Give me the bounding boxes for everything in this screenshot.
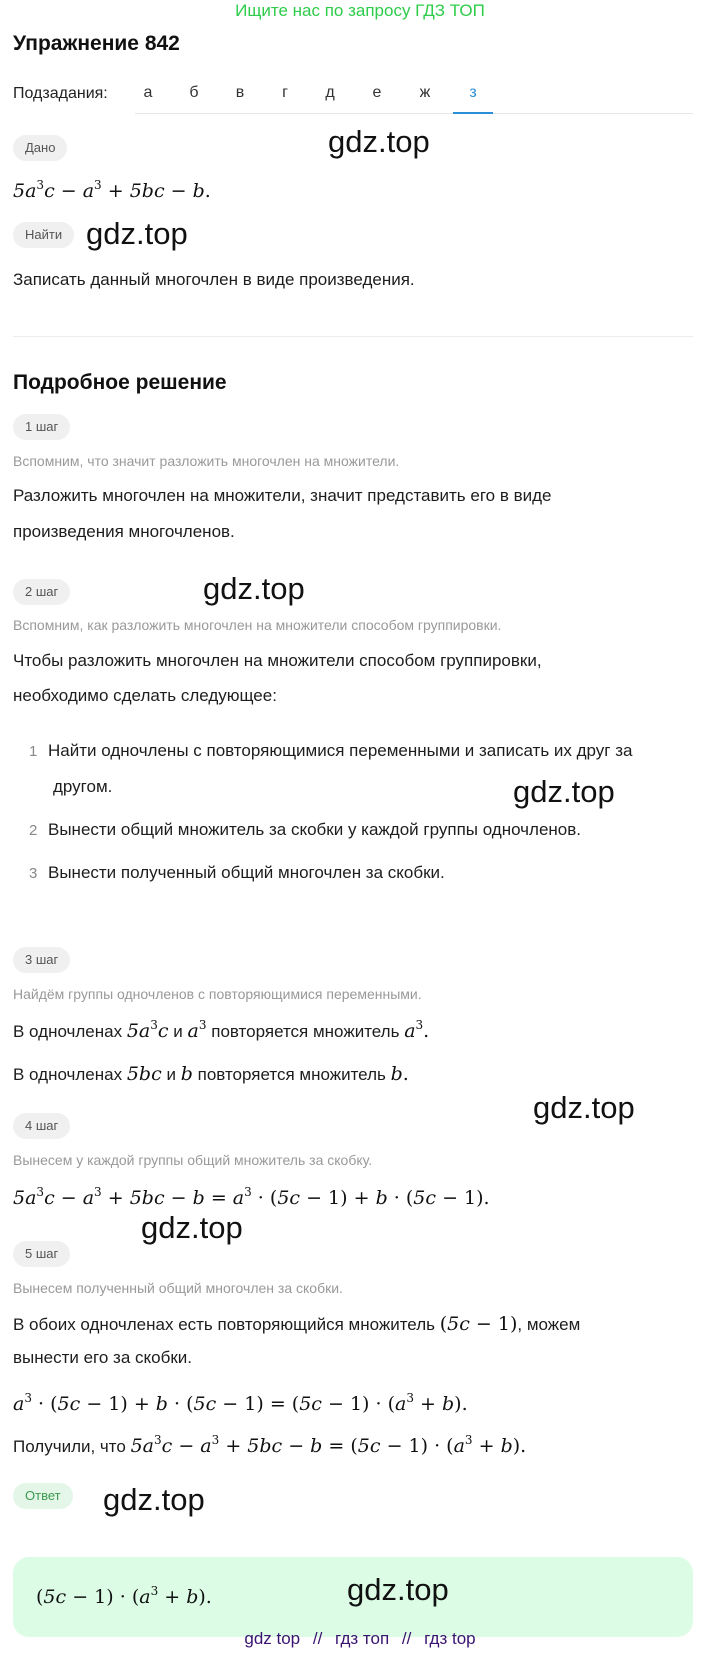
step-1-hint: Вспомним, что значит разложить многочлен на множители.	[13, 453, 400, 469]
step-1-text-line-1: Разложить многочлен на множители, значит представить его в виде	[13, 486, 552, 505]
page-title: Упражнение 842	[13, 32, 180, 55]
step-2-hint: Вспомним, как разложить многочлен на множители способом группировки.	[13, 617, 502, 633]
given-pill: Дано	[13, 135, 67, 161]
step-5-pill: 5 шаг	[13, 1241, 70, 1267]
step-4-hint: Вынесем у каждой группы общий множитель за скобку.	[13, 1152, 373, 1168]
step-1-text-line-2: произведения многочленов.	[13, 522, 235, 541]
list-item-number: 1	[29, 743, 38, 760]
footer-link-gdz-top-ru[interactable]: гдз топ	[335, 1629, 390, 1648]
tab-e[interactable]: е	[372, 84, 382, 101]
find-pill: Найти	[13, 222, 74, 248]
step-2-text-line-1: Чтобы разложить многочлен на множители способом группировки,	[13, 651, 542, 670]
list-item-continuation: другом.	[53, 777, 113, 796]
factor-a3: $a^3$.	[404, 1018, 430, 1042]
list-item-number: 3	[29, 865, 38, 882]
tab-v[interactable]: в	[235, 84, 245, 101]
step-3-pill: 3 шаг	[13, 947, 70, 973]
result-equation: $5a^3c - a^3 + 5bc - b = (5c - 1) \cdot (a^3 + b)$.	[130, 1433, 527, 1457]
footer-separator: //	[312, 1629, 323, 1648]
tab-zh[interactable]: ж	[419, 84, 431, 101]
step-1-pill: 1 шаг	[13, 414, 70, 440]
step-5-hint: Вынесем полученный общий многочлен за скобки.	[13, 1280, 343, 1296]
tab-g[interactable]: г	[282, 84, 288, 101]
watermark: gdz.top	[513, 774, 615, 809]
step-2-text-line-2: необходимо сделать следующее:	[13, 686, 277, 705]
watermark: gdz.top	[103, 1482, 205, 1517]
subtasks-label: Подзадания:	[13, 85, 108, 102]
factor-b: b.	[390, 1063, 409, 1085]
footer	[0, 1629, 720, 1649]
divider	[13, 336, 693, 337]
watermark: gdz.top	[328, 124, 430, 159]
tab-d[interactable]: д	[325, 84, 335, 101]
step-5-equation: $a^3 \cdot (5c - 1) + b \cdot (5c - 1) = (5c - 1) \cdot (a^3 + b)$.	[13, 1391, 468, 1415]
given-expression: $5a^3c - a^3 + 5bc - b$.	[13, 178, 211, 202]
solution-title: Подробное решение	[13, 371, 227, 394]
monomial-b: b	[180, 1063, 193, 1085]
watermark: gdz.top	[347, 1572, 449, 1607]
list-item-number: 2	[29, 822, 38, 839]
step-3-hint: Найдём группы одночленов с повторяющимися переменными.	[13, 986, 422, 1002]
step-3-line-1: В одночленах $5a^3c$ и $a^3$ повторяется множитель $a^3$.	[13, 1018, 430, 1042]
tab-a[interactable]: а	[143, 84, 153, 101]
answer-expression: $(5c - 1) \cdot (a^3 + b)$.	[36, 1584, 212, 1608]
tab-z[interactable]: з	[453, 84, 493, 114]
subtasks-tabs	[135, 76, 693, 114]
step-5-line-1: В обоих одночленах есть повторяющийся множитель (5c − 1), можем	[13, 1313, 581, 1335]
step-5-line-2: вынести его за скобки.	[13, 1348, 193, 1367]
list-item: Вынести общий множитель за скобки у каждой группы одночленов.	[48, 820, 582, 839]
list-item: Найти одночлены с повторяющимися переменными и записать их друг за	[48, 741, 633, 760]
watermark: gdz.top	[533, 1090, 635, 1125]
footer-separator: //	[401, 1629, 412, 1648]
watermark: gdz.top	[141, 1210, 243, 1245]
step-5-line-4: Получили, что $5a^3c - a^3 + 5bc - b = (5c - 1) \cdot (a^3 + b)$.	[13, 1433, 527, 1457]
watermark: gdz.top	[86, 216, 188, 251]
answer-pill: Ответ	[13, 1483, 73, 1509]
step-4-pill: 4 шаг	[13, 1113, 70, 1139]
watermark: gdz.top	[203, 571, 305, 606]
footer-link-gdz-top-mixed[interactable]: гдз top	[424, 1629, 476, 1648]
tab-b[interactable]: б	[189, 84, 199, 101]
list-item: Вынести полученный общий многочлен за скобки.	[48, 863, 445, 882]
promo-link[interactable]: Ищите нас по запросу ГДЗ ТОП	[235, 1, 485, 20]
step-4-equation: $5a^3c - a^3 + 5bc - b = a^3 \cdot (5c - 1) + b \cdot (5c - 1)$.	[13, 1185, 490, 1209]
monomial-5a3c: $5a^3c$	[126, 1018, 169, 1042]
step-3-line-2: В одночленах 5bc и b повторяется множитель b.	[13, 1063, 409, 1085]
step-2-pill: 2 шаг	[13, 579, 70, 605]
footer-link-gdz-top[interactable]: gdz top	[244, 1629, 301, 1648]
common-factor: (5c − 1)	[439, 1313, 518, 1335]
monomial-5bc: 5bc	[126, 1063, 162, 1085]
find-text: Записать данный многочлен в виде произведения.	[13, 270, 415, 289]
monomial-a3: $a^3$	[187, 1018, 207, 1042]
